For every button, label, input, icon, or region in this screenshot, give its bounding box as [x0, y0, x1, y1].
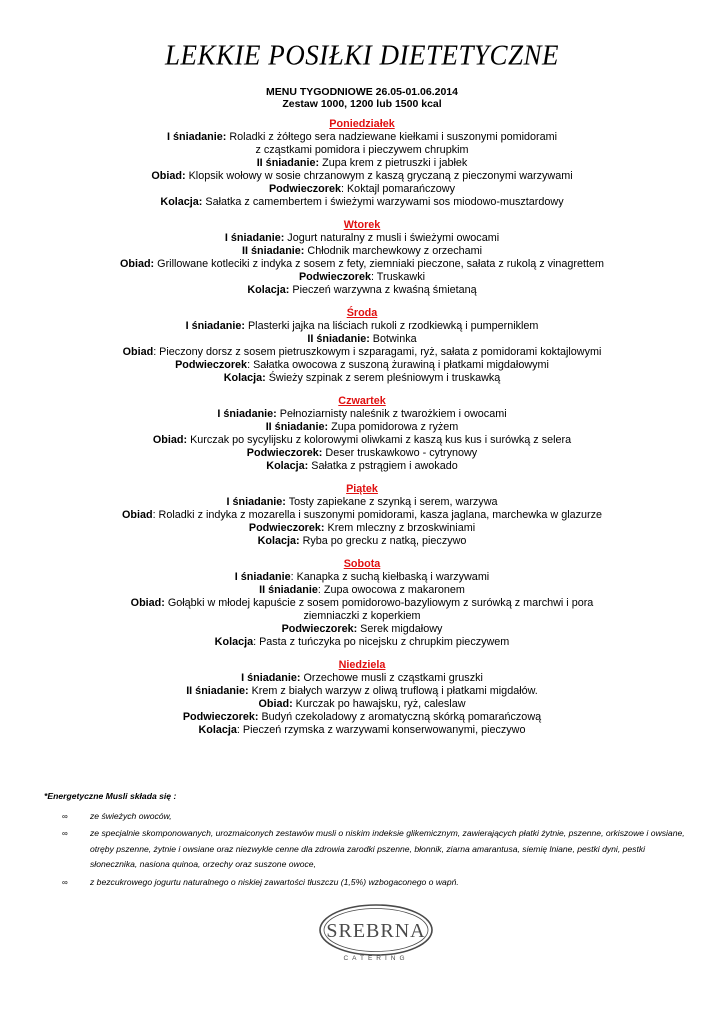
- meal-text: : Pasta z tuńczyka po nicejsku z chrupkim pieczywem: [253, 636, 510, 648]
- meal-line: [0, 372, 724, 385]
- meal-label: II śniadanie:: [307, 333, 370, 345]
- day-name: Poniedziałek: [329, 118, 395, 130]
- meal-text: Gołąbki w młodej kapuście z sosem pomidorowo-bazyliowym z surówką z marchwi i pora ziemniaczki z koperkiem: [164, 597, 594, 622]
- document-title: LEKKIE POSIŁKI DIETETYCZNE: [164, 39, 560, 71]
- meal-text: Klopsik wołowy w sosie chrzanowym z kaszą gryczaną z pieczonymi warzywami: [185, 170, 573, 182]
- meal-line: [0, 447, 724, 460]
- meal-text: Sałatka z camembertem i świeżymi warzywami sos miodowo-musztardowy: [202, 196, 564, 208]
- day-name: Czwartek: [338, 395, 386, 407]
- day-block: [0, 307, 724, 385]
- meal-label: I śniadanie:: [217, 408, 277, 420]
- meal-label: Kolacja: [214, 636, 254, 648]
- meal-line: [0, 623, 724, 636]
- day-name: Sobota: [343, 558, 381, 570]
- menu-set-line: Zestaw 1000, 1200 lub 1500 kcal: [282, 98, 442, 110]
- meal-line: [0, 584, 724, 597]
- meal-text: : Truskawki: [371, 271, 425, 283]
- day-block: [0, 558, 724, 649]
- meal-line: [0, 320, 724, 333]
- meal-line: [0, 258, 724, 271]
- meal-line: [0, 522, 724, 535]
- meal-line: [0, 434, 724, 447]
- meal-text: Świeży szpinak z serem pleśniowym i truskawką: [265, 372, 501, 384]
- meal-label: Podwieczorek:: [182, 711, 259, 723]
- meal-text: Pieczeń warzywna z kwaśną śmietaną: [289, 284, 477, 296]
- meal-text: : Sałatka owocowa z suszoną żurawiną i płatkami migdałowymi: [247, 359, 549, 371]
- meal-text: Deser truskawkowo - cytrynowy: [322, 447, 478, 459]
- meal-line: [0, 271, 724, 284]
- day-name: Środa: [346, 307, 378, 319]
- meal-label: II śniadanie:: [241, 245, 305, 257]
- meal-text: : Pieczeń rzymska z warzywami konserwowanymi, pieczywo: [236, 724, 526, 736]
- meal-label: Kolacja:: [160, 196, 203, 208]
- meal-text: Krem z białych warzyw z oliwą truflową i płatkami migdałów.: [248, 685, 538, 697]
- meal-text: z cząstkami pomidora i pieczywem chrupkim: [255, 144, 469, 156]
- meal-line: [0, 509, 724, 522]
- meal-text: Jogurt naturalny z musli i świeżymi owocami: [284, 232, 500, 244]
- meal-line: [0, 421, 724, 434]
- meal-line: [0, 183, 724, 196]
- meal-text: Kurczak po hawajsku, ryż, caleslaw: [292, 698, 466, 710]
- logo-brand-text: SREBRNA: [326, 920, 426, 942]
- meal-text: : Pieczony dorsz z sosem pietruszkowym i szparagami, ryż, sałata z pomidorami koktajlowymi: [153, 346, 602, 358]
- meal-line: [0, 460, 724, 473]
- day-block: [0, 659, 724, 737]
- meal-text: Chłodnik marchewkowy z orzechami: [304, 245, 483, 257]
- meal-label: Podwieczorek: [175, 359, 248, 371]
- meal-text: Orzechowe musli z cząstkami gruszki: [300, 672, 483, 684]
- meal-label: Podwieczorek: [298, 271, 371, 283]
- meal-text: Zupa krem z pietruszki i jabłek: [319, 157, 468, 169]
- meal-label: Kolacja:: [266, 460, 309, 472]
- meal-label: II śniadanie:: [186, 685, 249, 697]
- meal-label: Kolacja:: [247, 284, 290, 296]
- musli-footnote: [44, 789, 694, 892]
- meal-text: Zupa pomidorowa z ryżem: [328, 421, 459, 433]
- meal-line: [0, 157, 724, 170]
- infinity-bullet-icon: ∞: [62, 877, 68, 887]
- meal-text: : Kanapka z suchą kiełbaską i warzywami: [290, 571, 490, 583]
- footnote-item-text: ze świeżych owoców,: [90, 810, 172, 821]
- meal-line: [0, 672, 724, 685]
- meal-label: I śniadanie:: [185, 320, 245, 332]
- footnote-item: [44, 809, 694, 825]
- meal-label: II śniadanie: [259, 584, 318, 596]
- meal-line: [0, 196, 724, 209]
- day-block: [0, 395, 724, 473]
- meal-line: [0, 535, 724, 548]
- meal-line: [0, 636, 724, 649]
- meal-text: Plasterki jajka na liściach rukoli z rzodkiewką i pumperniklem: [244, 320, 539, 332]
- meal-text: Grillowane kotleciki z indyka z sosem z fety, ziemniaki pieczone, sałata z rukolą z vinagrettem: [154, 258, 605, 270]
- meal-text: Tosty zapiekane z szynką i serem, warzywa: [285, 496, 498, 508]
- meal-label: Kolacja:: [257, 535, 300, 547]
- srebrna-catering-logo: [301, 896, 451, 978]
- day-name: Piątek: [346, 483, 378, 495]
- meal-label: I śniadanie:: [241, 672, 301, 684]
- meal-text: Botwinka: [369, 333, 417, 345]
- meal-line: [0, 245, 724, 258]
- meal-line: [0, 408, 724, 421]
- meal-label: Obiad: [122, 346, 154, 358]
- meal-text: Sałatka z pstrągiem i awokado: [308, 460, 458, 472]
- meal-text: Ryba po grecku z natką, pieczywo: [299, 535, 467, 547]
- footnote-item-text: z bezcukrowego jogurtu naturalnego o niskiej zawartości tłuszczu (1,5%) wzbogaconego o wapń.: [90, 876, 459, 887]
- meal-text: : Zupa owocowa z makaronem: [317, 584, 465, 596]
- meal-line: [0, 685, 724, 698]
- meal-line: [0, 698, 724, 711]
- meal-label: Obiad:: [151, 170, 186, 182]
- meal-line: [0, 170, 724, 183]
- meal-line: [0, 144, 724, 157]
- meal-text: Serek migdałowy: [357, 623, 443, 635]
- day-name: Wtorek: [343, 219, 381, 231]
- meal-line: [0, 333, 724, 346]
- footnote-title: *Energetyczne Musli składa się :: [44, 791, 177, 801]
- meal-label: I śniadanie:: [226, 496, 286, 508]
- footnote-item-text: ze specjalnie skomponowanych, urozmaiconych zestawów musli o niskim indeksie glikemicznym, zawierających płatki żytnie, pszenne, orkiszowe i owsiane, otręby pszenne, żytnie i owsiane oraz niezwykle cenne dla zdrowia zarodki pszenne, błonnik, ziarna amarantusa, siemię lniane, pestki dyni, pestki słonecznika, nasiona quinoa, orzechy oraz suszone owoce,: [90, 828, 685, 869]
- meal-line: [0, 232, 724, 245]
- meal-text: : Koktajl pomarańczowy: [340, 183, 456, 195]
- meal-label: Podwieczorek: [268, 183, 341, 195]
- weekly-menu: [0, 118, 724, 747]
- meal-label: Obiad:: [152, 434, 188, 446]
- meal-text: Kurczak po sycylijsku z kolorowymi oliwkami z kaszą kus kus i surówką z selera: [187, 434, 572, 446]
- meal-line: [0, 359, 724, 372]
- meal-text: : Roladki z indyka z mozarella i suszonymi pomidorami, kasza jaglana, marchewka w glazurze: [152, 509, 603, 521]
- infinity-bullet-icon: ∞: [62, 811, 68, 821]
- meal-label: Kolacja:: [223, 372, 266, 384]
- meal-line: [0, 571, 724, 584]
- meal-label: Podwieczorek:: [246, 447, 323, 459]
- meal-label: Kolacja: [198, 724, 237, 736]
- day-block: [0, 219, 724, 297]
- footnote-item: [44, 875, 694, 891]
- meal-text: Krem mleczny z brzoskwiniami: [324, 522, 476, 534]
- logo-sub-text: CATERING: [343, 955, 409, 962]
- meal-line: [112, 597, 612, 623]
- meal-label: Podwieczorek:: [248, 522, 325, 534]
- meal-label: Podwieczorek:: [281, 623, 358, 635]
- day-block: [0, 483, 724, 548]
- meal-line: [0, 496, 724, 509]
- meal-label: Obiad: [121, 509, 153, 521]
- meal-line: [0, 284, 724, 297]
- footnote-list: [44, 809, 694, 891]
- meal-text: Pełnoziarnisty naleśnik z twarożkiem i owocami: [276, 408, 507, 420]
- meal-line: [0, 346, 724, 359]
- meal-label: I śniadanie:: [224, 232, 285, 244]
- meal-label: I śniadanie: [234, 571, 291, 583]
- meal-label: II śniadanie:: [256, 157, 320, 169]
- meal-label: II śniadanie:: [265, 421, 329, 433]
- meal-text: Roladki z żółtego sera nadziewane kiełkami i suszonymi pomidorami: [226, 131, 558, 143]
- meal-label: Obiad:: [258, 698, 293, 710]
- meal-line: [0, 724, 724, 737]
- meal-label: Obiad:: [130, 597, 165, 609]
- meal-line: [0, 131, 724, 144]
- meal-text: Budyń czekoladowy z aromatyczną skórką pomarańczową: [258, 711, 542, 723]
- meal-label: Obiad:: [119, 258, 155, 270]
- infinity-bullet-icon: ∞: [62, 829, 68, 838]
- footnote-item: [44, 826, 694, 873]
- menu-week-line: MENU TYGODNIOWE 26.05-01.06.2014: [266, 86, 458, 98]
- day-name: Niedziela: [338, 659, 386, 671]
- meal-label: I śniadanie:: [166, 131, 227, 143]
- meal-line: [0, 711, 724, 724]
- day-block: [0, 118, 724, 209]
